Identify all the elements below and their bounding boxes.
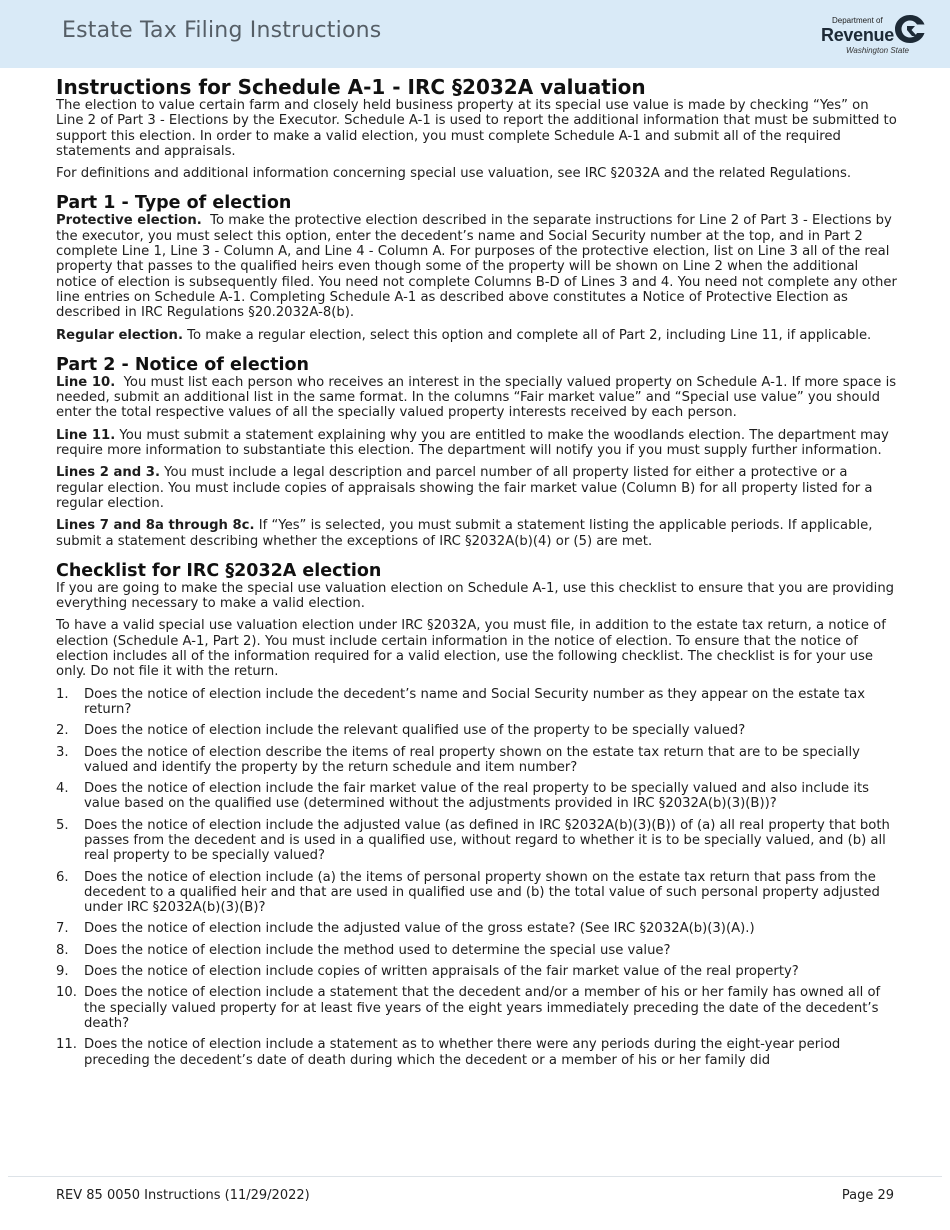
- checklist-item: [56, 943, 898, 958]
- checklist-item: [56, 818, 898, 864]
- form-identifier: REV 85 0050 Instructions (11/29/2022): [56, 1188, 310, 1203]
- checklist-item-number: 5.: [56, 817, 69, 833]
- section-title-part2: Part 2 - Notice of election: [56, 354, 309, 375]
- line10-text: You must list each person who receives an interest in the specially valued property on Schedule A-1. If more space is needed, submit an additional list in the same format. In the columns “Fair market value” and “Special use value” you should enter the total respective values of all the specially valued property interests received by each person.: [56, 374, 897, 421]
- checklist-item: [56, 964, 898, 979]
- lines23-label: Lines 2 and 3.: [56, 465, 160, 481]
- regular-election-paragraph: [56, 328, 898, 343]
- protective-election-text: To make the protective election described in the separate instructions for Line 2 of Part 3 - Elections by the executor, you must select this option, enter the decedent’s name and Social Security number at the top, and in Part 2 complete Line 1, Line 3 - Column A, and Line 4 - Column A. For purposes of the protective election, list on Line 3 all of the real property that passes to the qualified heirs even though some of the property will be shown on Line 2 when the additional notice of election is subsequently filed. You need not complete Columns B-D of Lines 3 and 4. You need not complete any other line entries on Schedule A-1. Completing Schedule A-1 as described above constitutes a Notice of Protective Election as described in IRC Regulations §20.2032A-8(b).: [56, 213, 897, 321]
- lines78-paragraph: [56, 518, 898, 549]
- lines78-label: Lines 7 and 8a through 8c.: [56, 518, 255, 534]
- document-title: Estate Tax Filing Instructions: [62, 18, 382, 43]
- checklist-item-text: Does the notice of election include copies of written appraisals of the fair market value of the real property?: [84, 964, 799, 980]
- protective-election-paragraph: [56, 213, 898, 320]
- checklist-item: [56, 745, 898, 776]
- footer-divider: [8, 1176, 942, 1177]
- intro-paragraph-2: For definitions and additional information concerning special use valuation, see IRC §2032A and the related Regulations.: [56, 166, 852, 182]
- line10-paragraph: [56, 375, 898, 421]
- line11-label: Line 11.: [56, 427, 116, 443]
- checklist-item: [56, 687, 898, 718]
- lines78-text: If “Yes” is selected, you must submit a statement listing the applicable periods. If applicable, submit a statement describing whether the exceptions of IRC §2032A(b)(4) or (5) are met.: [56, 518, 873, 549]
- lines23-paragraph: [56, 465, 898, 511]
- checklist-item-text: Does the notice of election include (a) the items of personal property shown on the estate tax return that pass from the decedent to a qualified heir and that are used in qualified use and (b) the total value of such personal property adjusted under IRC §2032A(b)(3)(B)?: [84, 869, 880, 916]
- section-title-schedule-a1: Instructions for Schedule A-1 - IRC §2032A valuation: [56, 75, 646, 99]
- lines23-text: You must include a legal description and parcel number of all property listed for either a protective or a regular election. You must include copies of appraisals showing the fair market value (Column B) for all property listed for a regular election.: [56, 465, 873, 511]
- checklist-item: [56, 985, 898, 1031]
- logo-revenue-text: Revenue: [821, 25, 894, 45]
- page-number: Page 29: [841, 1188, 894, 1203]
- checklist-paragraph-1: If you are going to make the special use valuation election on Schedule A-1, use this checklist to ensure that you are providing everything necessary to make a valid election.: [56, 580, 895, 612]
- checklist-item-text: Does the notice of election include the fair market value of the real property to be specially valued and also include its value based on the qualified use (determined without the adjustments provided in IRC §2032A(b)(3)(B))?: [84, 781, 870, 812]
- revenue-emblem-icon: [893, 13, 927, 45]
- checklist-item-number: 9.: [56, 964, 69, 980]
- checklist-item-number: 10.: [56, 985, 77, 1001]
- checklist-item: [56, 921, 898, 936]
- checklist-item-number: 4.: [56, 781, 69, 797]
- checklist-item: [56, 870, 898, 916]
- checklist-item-number: 1.: [56, 686, 69, 702]
- checklist-item: [56, 1037, 898, 1068]
- intro-paragraph-1: The election to value certain farm and closely held business property at its special use value is made by checking “Yes” on Line 2 of Part 3 - Elections by the Executor. Schedule A-1 is used to report the additional information that must be submitted to support this election. In order to make a valid election, you must complete Schedule A-1 and submit all of the required statements and appraisals.: [56, 98, 897, 159]
- logo-department-text: Department of: [832, 16, 883, 25]
- logo-state-text: Washington State: [846, 46, 910, 55]
- regular-election-label: Regular election.: [56, 327, 183, 343]
- line11-paragraph: [56, 428, 898, 459]
- line11-text: You must submit a statement explaining why you are entitled to make the woodlands election. The department may require more information to substantiate this election. The department will notify you if you must supply further information.: [56, 427, 889, 459]
- section-title-part1: Part 1 - Type of election: [56, 193, 292, 214]
- regular-election-text: To make a regular election, select this option and complete all of Part 2, including Line 11, if applicable.: [187, 327, 872, 343]
- checklist-item-number: 11.: [56, 1037, 77, 1053]
- checklist-item-number: 3.: [56, 744, 69, 760]
- checklist-item-number: 8.: [56, 942, 69, 958]
- checklist-item-text: Does the notice of election include a statement as to whether there were any periods during the eight-year period preceding the decedent’s date of death during which the decedent or a member of his or her family did: [84, 1037, 841, 1068]
- checklist-item-text: Does the notice of election include the adjusted value (as defined in IRC §2032A(b)(3)(B)) of (a) all real property that both passes from the decedent and is used in a qualified use, without regard to whether it is to be specially valued, and (b) all real property to be specially valued?: [84, 817, 890, 864]
- checklist-item-text: Does the notice of election include the decedent’s name and Social Security number as they appear on the estate tax return?: [84, 686, 865, 717]
- checklist-paragraph-2: To have a valid special use valuation election under IRC §2032A, you must file, in addition to the estate tax return, a notice of election (Schedule A-1, Part 2). You must include certain information in the notice of election. To ensure that the notice of election includes all of the information required for a valid election, use the following checklist. The checklist is for your use only. Do not file it with the return.: [56, 618, 886, 680]
- checklist-item-number: 2.: [56, 723, 69, 739]
- checklist-item-text: Does the notice of election include the adjusted value of the gross estate? (See IRC §2032A(b)(3)(A).): [84, 921, 755, 937]
- checklist-item-text: Does the notice of election describe the items of real property shown on the estate tax return that are to be specially valued and identify the property by the return schedule and item number?: [84, 744, 860, 775]
- line10-label: Line 10.: [56, 374, 116, 390]
- checklist-item-text: Does the notice of election include the method used to determine the special use value?: [84, 942, 671, 958]
- protective-election-label: Protective election.: [56, 213, 202, 229]
- checklist-item-number: 7.: [56, 921, 69, 937]
- department-of-revenue-logo: [818, 13, 928, 59]
- checklist-item: [56, 781, 898, 812]
- checklist-item-text: Does the notice of election include the relevant qualified use of the property to be specially valued?: [84, 723, 746, 739]
- checklist-item: [56, 723, 898, 738]
- checklist-item-number: 6.: [56, 869, 69, 885]
- checklist-list: [56, 687, 898, 1068]
- page-content: [56, 76, 898, 1074]
- page-header: [0, 0, 950, 68]
- section-title-checklist: Checklist for IRC §2032A election: [56, 560, 382, 581]
- checklist-item-text: Does the notice of election include a statement that the decedent and/or a member of his or her family has owned all of the specially valued property for at least five years of the eight years immediately preceding the date of the decedent’s death?: [84, 985, 881, 1031]
